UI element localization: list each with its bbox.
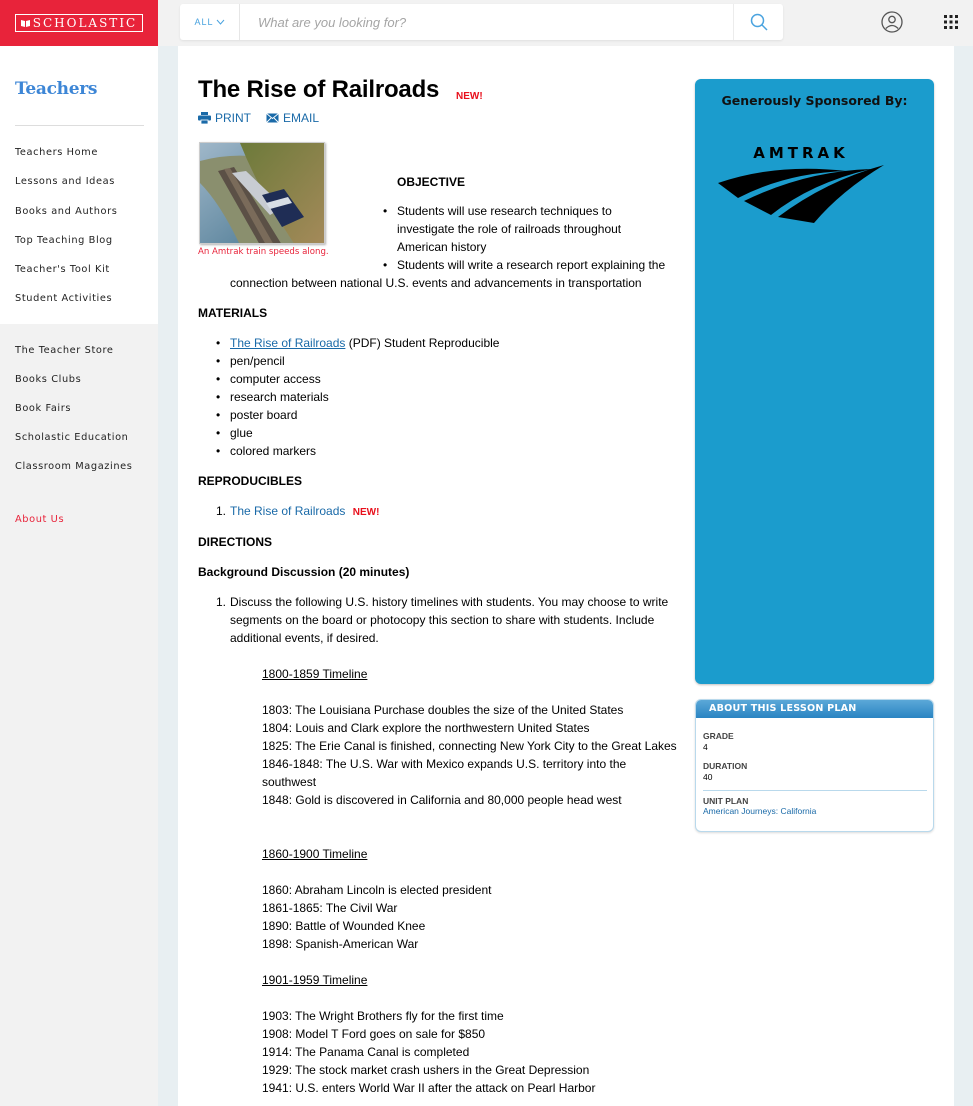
new-badge: NEW!	[352, 507, 380, 518]
about-lesson-plan-panel	[695, 699, 934, 832]
timeline-heading: 1800-1859 Timeline	[262, 667, 368, 681]
unit-plan-label: UNIT PLAN	[703, 796, 749, 806]
timeline-heading: 1901-1959 Timeline	[262, 973, 368, 987]
list-item	[230, 334, 499, 352]
amtrak-train-photo	[199, 142, 325, 244]
search-scope-dropdown[interactable]	[180, 4, 240, 40]
sponsor-panel[interactable]	[695, 79, 934, 684]
user-account-icon	[881, 11, 903, 33]
list-item: • pen/pencil	[230, 352, 499, 370]
timeline-event: 1861-1865: The Civil War	[262, 901, 398, 915]
timeline-1800-1859	[262, 665, 682, 809]
logo-text: SCHOLASTIC	[32, 16, 138, 30]
timeline-event: 1941: U.S. enters World War II after the attack on Pearl Harbor	[262, 1081, 596, 1095]
rise-of-railroads-reproducible-link[interactable]: The Rise of Railroads	[230, 504, 346, 518]
timeline-heading: 1860-1900 Timeline	[262, 847, 368, 861]
timeline-event: 1860: Abraham Lincoln is elected president	[262, 883, 492, 897]
timeline-1860-1900	[262, 845, 682, 953]
chevron-down-icon	[216, 19, 225, 25]
duration-label: DURATION	[703, 761, 748, 771]
sidebar-item-teachers-tool-kit[interactable]: Teacher's Tool Kit	[15, 264, 110, 275]
account-button[interactable]	[881, 11, 903, 38]
duration-value: 40	[703, 772, 713, 782]
objective-list	[397, 202, 672, 274]
list-number: 1.	[216, 504, 227, 518]
train-image	[200, 143, 325, 244]
sidebar-divider	[15, 125, 144, 126]
timeline-event: 1804: Louis and Clark explore the northwestern United States	[262, 721, 590, 735]
article-actions	[198, 111, 319, 125]
list-item: • poster board	[230, 406, 499, 424]
about-lesson-heading: ABOUT THIS LESSON PLAN	[696, 700, 933, 718]
list-item: • Students will write a research report explaining the	[397, 256, 672, 274]
sidebar-item-about-us[interactable]: About Us	[15, 514, 65, 525]
timeline-event: 1848: Gold is discovered in California and 80,000 people head west	[262, 793, 622, 807]
timeline-1901-1959	[262, 971, 682, 1097]
about-divider	[703, 790, 927, 791]
photo-caption: An Amtrak train speeds along.	[198, 247, 329, 257]
new-badge: NEW!	[456, 91, 483, 102]
directions-heading: DIRECTIONS	[198, 535, 273, 549]
objective-item-continuation: connection between national U.S. events and advancements in transportation	[230, 276, 642, 290]
grid-apps-icon	[943, 14, 959, 30]
list-item: • Students will use research techniques to investigate the role of railroads throughout American history	[397, 202, 672, 256]
sidebar-item-teachers-home[interactable]: Teachers Home	[15, 147, 98, 158]
pdf-suffix: (PDF) Student Reproducible	[345, 336, 500, 350]
print-label: PRINT	[215, 111, 251, 125]
timeline-event: 1898: Spanish-American War	[262, 937, 419, 951]
book-icon	[21, 19, 30, 27]
objective-heading: OBJECTIVE	[397, 175, 466, 189]
list-item: • colored markers	[230, 442, 499, 460]
unit-plan-link[interactable]: American Journeys: California	[703, 806, 817, 816]
scholastic-logo[interactable]	[0, 0, 158, 46]
search-input[interactable]	[240, 4, 733, 40]
reproducibles-list	[216, 502, 380, 522]
timeline-event: 1825: The Erie Canal is finished, connecting New York City to the Great Lakes	[262, 739, 677, 753]
envelope-icon	[266, 113, 279, 123]
page-title: The Rise of Railroads	[198, 76, 440, 103]
rise-of-railroads-pdf-link[interactable]: The Rise of Railroads	[230, 336, 346, 350]
materials-list	[230, 334, 499, 460]
timeline-event: 1908: Model T Ford goes on sale for $850	[262, 1027, 486, 1041]
sidebar-item-classroom-magazines[interactable]: Classroom Magazines	[15, 461, 133, 472]
timeline-event: 1903: The Wright Brothers fly for the first time	[262, 1009, 504, 1023]
timeline-event: 1914: The Panama Canal is completed	[262, 1045, 470, 1059]
grade-value: 4	[703, 742, 708, 752]
printer-icon	[198, 112, 211, 124]
sponsor-title: Generously Sponsored By:	[721, 93, 908, 108]
timeline-event: 1803: The Louisiana Purchase doubles the size of the United States	[262, 703, 624, 717]
background-discussion-heading: Background Discussion (20 minutes)	[198, 565, 410, 579]
search-icon	[750, 13, 768, 31]
email-label: EMAIL	[283, 111, 320, 125]
timeline-event: 1890: Battle of Wounded Knee	[262, 919, 426, 933]
reproducibles-heading: REPRODUCIBLES	[198, 474, 303, 488]
top-bar	[0, 0, 973, 46]
list-number: 1.	[216, 595, 227, 609]
step-text: Discuss the following U.S. history timelines with students. You may choose to write segments on the board or photocopy this section to share with students. Include additional events, if desired.	[230, 595, 669, 645]
email-button[interactable]	[266, 111, 319, 125]
sidebar-item-top-teaching-blog[interactable]: Top Teaching Blog	[15, 235, 113, 246]
materials-heading: MATERIALS	[198, 306, 268, 320]
print-button[interactable]	[198, 111, 251, 125]
sidebar-item-book-fairs[interactable]: Book Fairs	[15, 403, 72, 414]
svg-text:AMTRAK: AMTRAK	[753, 144, 849, 162]
timeline-event: 1929: The stock market crash ushers in the Great Depression	[262, 1063, 590, 1077]
sidebar-item-book-clubs[interactable]: Books Clubs	[15, 374, 82, 385]
sidebar-item-books-and-authors[interactable]: Books and Authors	[15, 206, 118, 217]
search-button[interactable]	[733, 4, 783, 40]
sidebar-item-student-activities[interactable]: Student Activities	[15, 293, 113, 304]
list-item: • glue	[230, 424, 499, 442]
search-scope-label: ALL	[194, 17, 214, 27]
amtrak-logo	[716, 143, 886, 223]
list-item: • computer access	[230, 370, 499, 388]
search-bar	[180, 4, 783, 40]
sidebar-item-lessons-and-ideas[interactable]: Lessons and Ideas	[15, 176, 115, 187]
sidebar-item-scholastic-education[interactable]: Scholastic Education	[15, 432, 129, 443]
timeline-event: 1846-1848: The U.S. War with Mexico expands U.S. territory into the southwest	[262, 757, 627, 789]
grade-label: GRADE	[703, 731, 734, 741]
sidebar-item-teacher-store[interactable]: The Teacher Store	[15, 345, 114, 356]
directions-step	[216, 593, 680, 647]
sidebar-title[interactable]: Teachers	[15, 79, 98, 99]
list-item	[216, 502, 380, 522]
sidebar	[0, 46, 158, 1106]
apps-menu-button[interactable]	[943, 14, 959, 35]
list-item: • research materials	[230, 388, 499, 406]
